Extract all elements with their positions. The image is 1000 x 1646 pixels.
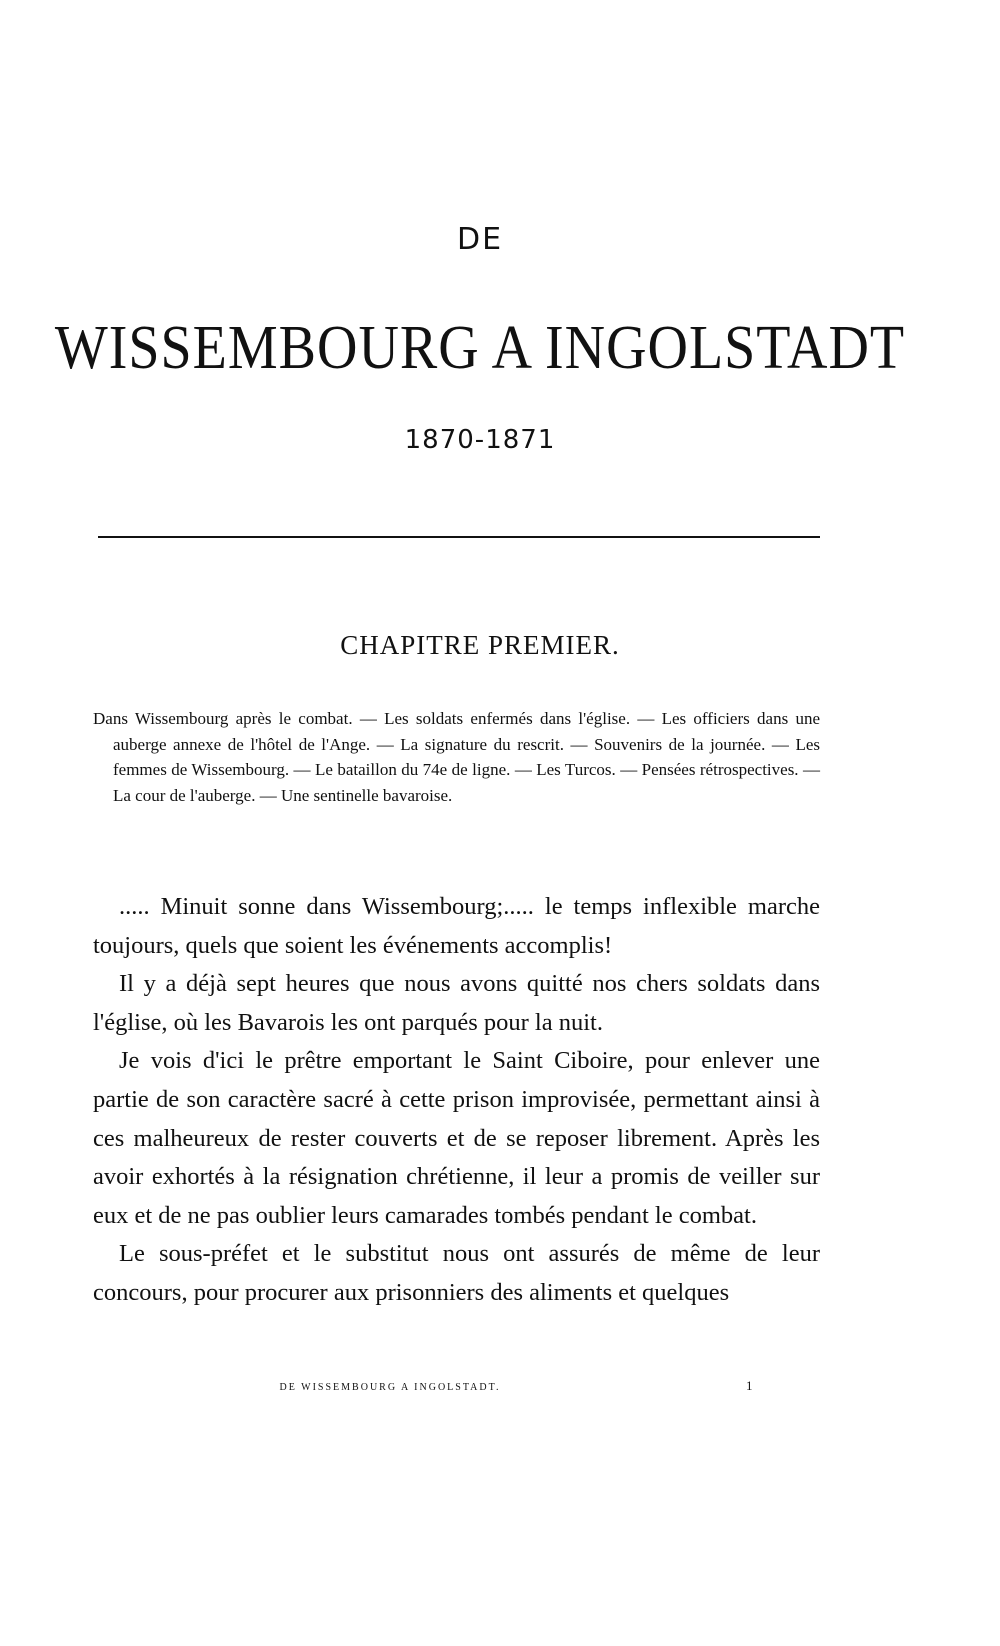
running-footer-title: DE WISSEMBOURG A INGOLSTADT. [279,1382,501,1393]
paragraph: ..... Minuit sonne dans Wissembourg;..... le temps inflexible marche toujours, quels que soient les événements accomplis! [93,893,820,959]
chapter-heading: CHAPITRE PREMIER. [340,630,620,660]
paragraph: Le sous-préfet et le substitut nous ont assurés de même de leur concours, pour procurer aux prisonniers des aliments et quelques [93,1240,820,1306]
chapter-summary: Dans Wissembourg après le combat. — Les soldats enfermés dans l'église. — Les officiers dans une auberge annexe de l'hôtel de l'Ange. — La signature du rescrit. — Souvenirs de la journée. — Les femmes de Wissembourg. — Le bataillon du 74e de ligne. — Les Turcos. — Pensées rétrospectives. — La cour de l'auberge. — Une sentinelle bavaroise. [93,709,820,805]
paragraph: Il y a déjà sept heures que nous avons quitté nos chers soldats dans l'église, où les Bavarois les ont parqués pour la nuit. [93,970,820,1036]
pre-title: DE [456,222,504,257]
body-text [93,888,820,1313]
book-title: WISSEMBOURG A INGOLSTADT [54,313,906,383]
paragraph: Je vois d'ici le prêtre emportant le Saint Ciboire, pour enlever une partie de son caractère sacré à cette prison improvisée, permettant ainsi à ces malheureux de rester couverts et de se reposer librement. Après les avoir exhortés à la résignation chrétienne, il leur a promis de veiller sur eux et de ne pas oublier leurs camarades tombés pendant le combat. [93,1047,820,1229]
date-range: 1870-1871 [404,425,556,455]
signature-mark: 1 [746,1378,753,1393]
horizontal-rule [98,536,820,538]
